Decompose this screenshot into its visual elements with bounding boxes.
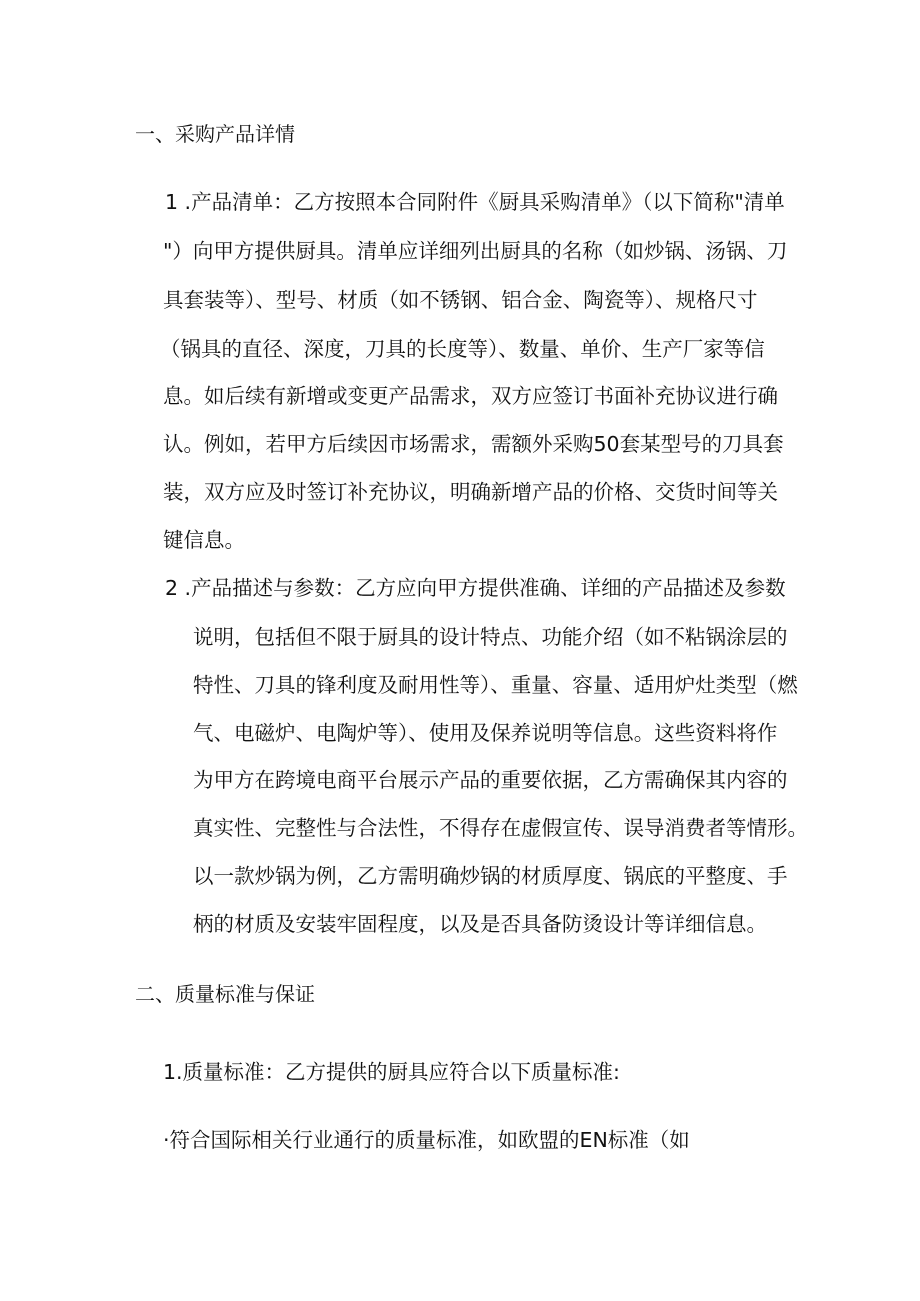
paragraph-line: 键信息。	[163, 528, 245, 552]
paragraph-line: 以一款炒锅为例，乙方需明确炒锅的材质厚度、锅底的平整度、手	[193, 864, 788, 888]
paragraph-line: "）向甲方提供厨具。清单应详细列出厨具的名称（如炒锅、汤锅、刀	[163, 239, 788, 263]
paragraph-line: 为甲方在跨境电商平台展示产品的重要依据，乙方需确保其内容的	[193, 768, 788, 792]
paragraph-line: 认。例如，若甲方后续因市场需求，需额外采购50套某型号的刀具套	[163, 432, 784, 456]
paragraph-line: 2 .产品描述与参数：乙方应向甲方提供准确、详细的产品描述及参数	[165, 576, 786, 600]
section-heading-2: 二、质量标准与保证	[135, 982, 315, 1006]
paragraph-line: 装，双方应及时签订补充协议，明确新增产品的价格、交货时间等关	[163, 480, 778, 504]
paragraph-line: 说明，包括但不限于厨具的设计特点、功能介绍（如不粘锅涂层的	[193, 625, 788, 649]
paragraph-line: 气、电磁炉、电陶炉等）、使用及保养说明等信息。这些资料将作	[193, 721, 778, 745]
paragraph-line: 具套装等）、型号、材质（如不锈钢、铝合金、陶瓷等）、规格尺寸	[163, 288, 758, 312]
quality-standard-line: 1.质量标准：乙方提供的厨具应符合以下质量标准:	[163, 1060, 620, 1084]
paragraph-line: 特性、刀具的锋利度及耐用性等）、重量、容量、适用炉灶类型（燃	[193, 673, 798, 697]
paragraph-line: 真实性、完整性与合法性，不得存在虚假宣传、误导消费者等情形。	[193, 816, 808, 840]
paragraph-line: 柄的材质及安装牢固程度，以及是否具备防烫设计等详细信息。	[193, 912, 767, 936]
paragraph-line: 1 .产品清单：乙方按照本合同附件《厨具采购清单》（以下简称"清单	[165, 190, 785, 214]
bullet-line: ·符合国际相关行业通行的质量标准，如欧盟的EN标准（如	[163, 1128, 690, 1152]
paragraph-line: （锅具的直径、深度，刀具的长度等）、数量、单价、生产厂家等信	[160, 337, 765, 361]
section-heading-1: 一、采购产品详情	[135, 122, 295, 146]
paragraph-line: 息。如后续有新增或变更产品需求，双方应签订书面补充协议进行确	[163, 384, 778, 408]
